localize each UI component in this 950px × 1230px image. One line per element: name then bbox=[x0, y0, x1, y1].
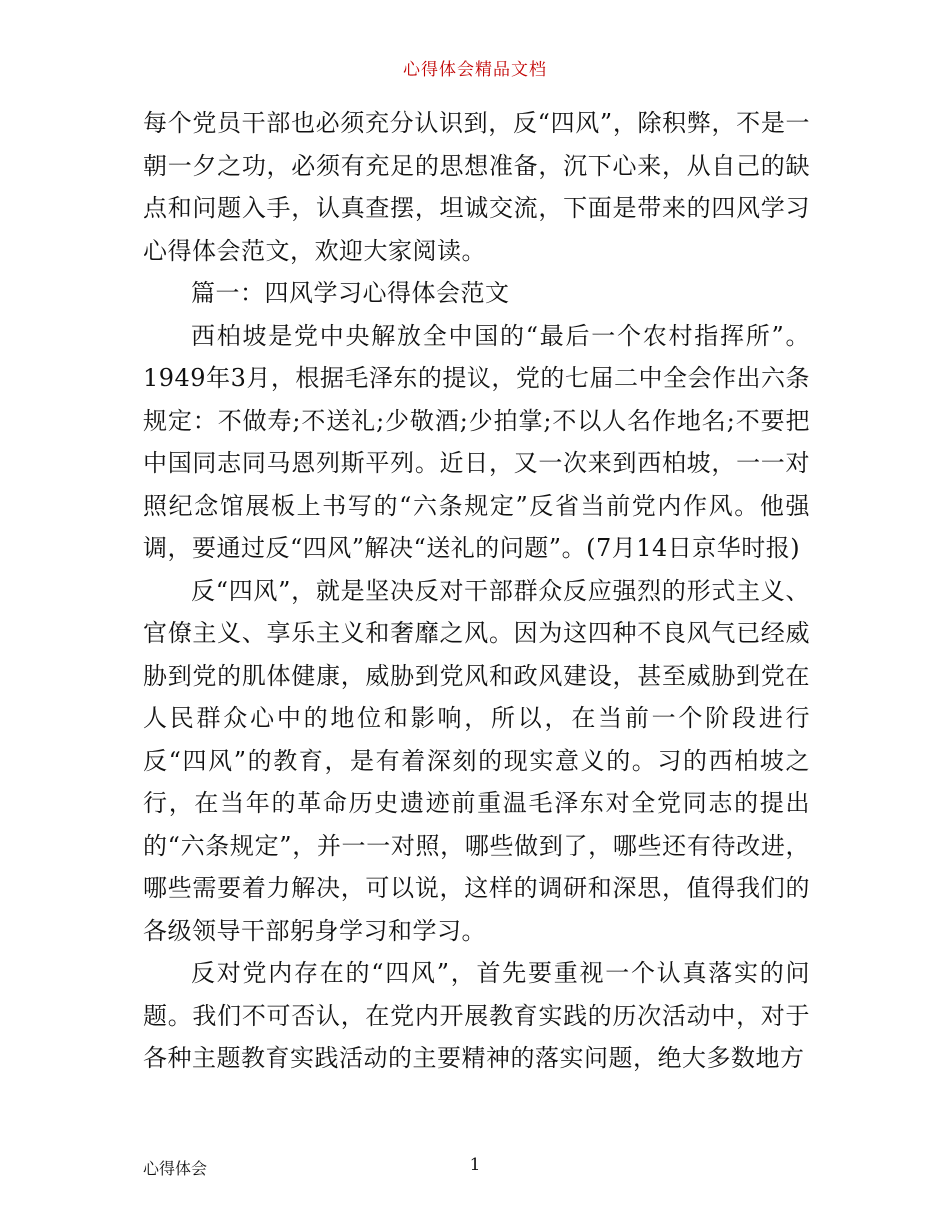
body-paragraph: 西柏坡是党中央解放全中国的“最后一个农村指挥所”。1949年3月，根据毛泽东的提议，党的七届二中全会作出六条规定：不做寿;不送礼;少敬酒;少拍掌;不以人名作地名;不要把中国同志同马恩列斯平列。近日，又一次来到西柏坡，一一对照纪念馆展板上书写的“六条规定”反省当前党内作风。他强调，要通过反“四风”解决“送礼的问题”。(7月14日京华时报) bbox=[143, 321, 810, 562]
body-paragraph: 反“四风”，就是坚决反对干部群众反应强烈的形式主义、官僚主义、享乐主义和奢靡之风。因为这四种不良风气已经威胁到党的肌体健康，威胁到党风和政风建设，甚至威胁到党在人民群众心中的地位和影响，所以，在当前一个阶段进行反“四风”的教育，是有着深刻的现实意义的。习的西柏坡之行，在当年的革命历史遗迹前重温毛泽东对全党同志的提出的“六条规定”，并一一对照，哪些做到了，哪些还有待改进，哪些需要着力解决，可以说，这样的调研和深思，值得我们的各级领导干部躬身学习和学习。 bbox=[143, 576, 810, 945]
page-number: 1 bbox=[469, 1155, 481, 1175]
page-header-title: 心得体会精品文档 bbox=[403, 60, 547, 80]
body-paragraph: 反对党内存在的“四风”，首先要重视一个认真落实的问题。我们不可否认，在党内开展教育实践的历次活动中，对于各种主题教育实践活动的主要精神的落实问题，绝大多数地方 bbox=[143, 959, 810, 1072]
footer-label: 心得体会 bbox=[143, 1159, 208, 1178]
body-paragraph: 每个党员干部也必须充分认识到，反“四风”，除积弊，不是一朝一夕之功，必须有充足的思想准备，沉下心来，从自己的缺点和问题入手，认真查摆，坦诚交流，下面是带来的四风学习心得体会范文，欢迎大家阅读。 bbox=[143, 109, 810, 265]
document-body bbox=[143, 102, 810, 1080]
section-heading: 篇一：四风学习心得体会范文 bbox=[191, 279, 510, 307]
